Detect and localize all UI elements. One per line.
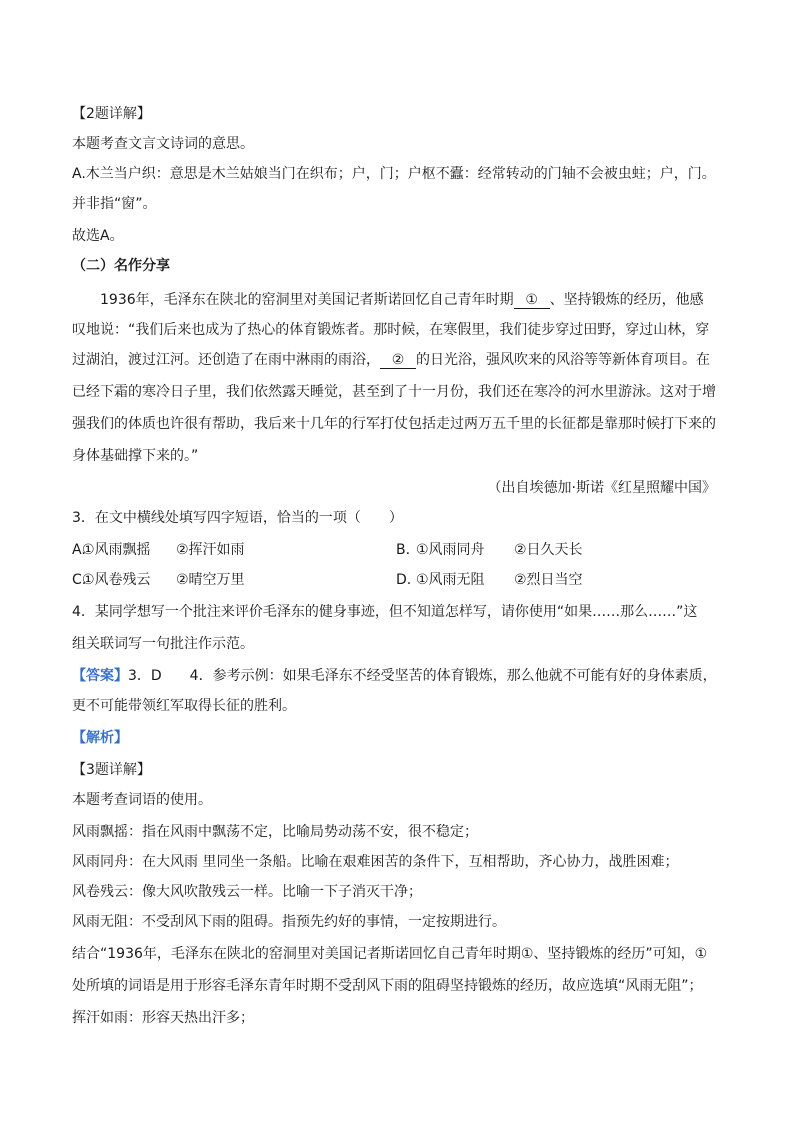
options-row-1 — [72, 540, 583, 560]
option-c-letter: C. — [72, 572, 87, 588]
option-b-letter: B. — [396, 542, 411, 558]
option-a-first: ①风雨飘摇 — [82, 542, 151, 558]
question-3-stem: 3．在文中横线处填写四字短语，恰当的一项（ ） — [72, 510, 403, 526]
answer-line-1 — [72, 666, 717, 686]
option-d-second: ②烈日当空 — [514, 572, 583, 588]
passage-line-3-pre: 过湖泊，渡过江河。还创造了在雨中淋雨的雨浴， — [72, 352, 380, 368]
passage-source: （出自埃德加·斯诺《红星照耀中国》 — [487, 480, 716, 496]
q2-detail-option-a-cont: 并非指“窗”。 — [72, 196, 157, 212]
definition-1: 风雨飘摇：指在风雨中飘荡不定，比喻局势动荡不安，很不稳定； — [72, 824, 478, 840]
q2-detail-heading: 【2题详解】 — [72, 106, 151, 122]
option-c-second: ②晴空万里 — [176, 572, 245, 588]
passage-line-3-post: 的日光浴，强风吹来的风浴等等新体育项目。在 — [416, 352, 710, 368]
combine-line-2: 处所填的词语是用于形容毛泽东青年时期不受刮风下雨的阻碍坚持锻炼的经历，故应选填“风雨无阻”； — [72, 978, 703, 994]
options-row-2 — [72, 570, 583, 590]
option-a-letter: A. — [72, 542, 86, 558]
answer-line-2: 更不可能带领红军取得长征的胜利。 — [72, 698, 296, 714]
q3-detail-heading: 【3题详解】 — [72, 762, 151, 778]
passage-line-1-pre: 1936年，毛泽东在陕北的窑洞里对美国记者斯诺回忆自己青年时期 — [100, 292, 514, 308]
q2-conclusion: 故选A。 — [72, 228, 124, 244]
option-b-first: ①风雨同舟 — [416, 542, 485, 558]
q2-detail-option-a: A.木兰当户织：意思是木兰姑娘当门在织布；户，门；户枢不蠹：经常转动的门轴不会被虫蛀；户，门。 — [72, 166, 716, 182]
passage-line-4: 已经下霜的寒冷日子里，我们依然露天睡觉，甚至到了十一月份，我们还在寒冷的河水里游泳。这对于增 — [72, 384, 716, 400]
combine-line-1: 结合“1936年，毛泽东在陕北的窑洞里对美国记者斯诺回忆自己青年时期①、坚持锻炼的经历”可知，① — [72, 946, 708, 962]
question-4-line-1: 4．某同学想写一个批注来评价毛泽东的健身事迹，但不知道怎样写，请你使用“如果……那么……”这 — [72, 604, 698, 620]
passage-line-3 — [72, 350, 710, 370]
option-d-first: ①风雨无阻 — [416, 572, 485, 588]
section-title: （二）名作分享 — [72, 258, 170, 274]
q3-detail-intro: 本题考查词语的使用。 — [72, 792, 212, 808]
option-c-first: ①风卷残云 — [82, 572, 151, 588]
passage-line-6: 身体基础撑下来的。” — [72, 448, 199, 464]
option-a-second: ②挥汗如雨 — [176, 542, 245, 558]
question-4-line-2: 组关联词写一句批注作示范。 — [72, 636, 254, 652]
definition-5: 挥汗如雨：形容天热出汗多； — [72, 1010, 254, 1026]
passage-line-1 — [100, 290, 704, 310]
passage-line-1-post: 、坚持锻炼的经历，他感 — [549, 292, 704, 308]
answer-label: 【答案】 — [72, 668, 128, 684]
analysis-label: 【解析】 — [72, 730, 128, 746]
passage-line-2: 叹地说：“我们后来也成为了热心的体育锻炼者。那时候，在寒假里，我们徒步穿过田野，穿过山林，穿 — [72, 322, 710, 338]
passage-line-5: 强我们的体质也许很有帮助，我后来十几年的行军打仗包括走过两万五千里的长征都是靠那时候打下来的 — [72, 416, 716, 432]
answer-text: 3．D 4．参考示例：如果毛泽东不经受坚苦的体育锻炼，那么他就不可能有好的身体素质， — [128, 668, 717, 684]
blank-1: ① — [514, 292, 550, 309]
option-b-second: ②日久天长 — [514, 542, 583, 558]
option-d-letter: D. — [396, 572, 412, 588]
definition-3: 风卷残云：像大风吹散残云一样。比喻一下子消灭干净； — [72, 884, 422, 900]
definition-4: 风雨无阻：不受刮风下雨的阻碍。指预先约好的事情，一定按期进行。 — [72, 914, 506, 930]
definition-2: 风雨同舟：在大风雨 里同坐一条船。比喻在艰难困苦的条件下，互相帮助，齐心协力，战胜困难； — [72, 854, 679, 870]
q2-detail-intro: 本题考查文言文诗词的意思。 — [72, 136, 254, 152]
blank-2: ② — [380, 352, 416, 369]
